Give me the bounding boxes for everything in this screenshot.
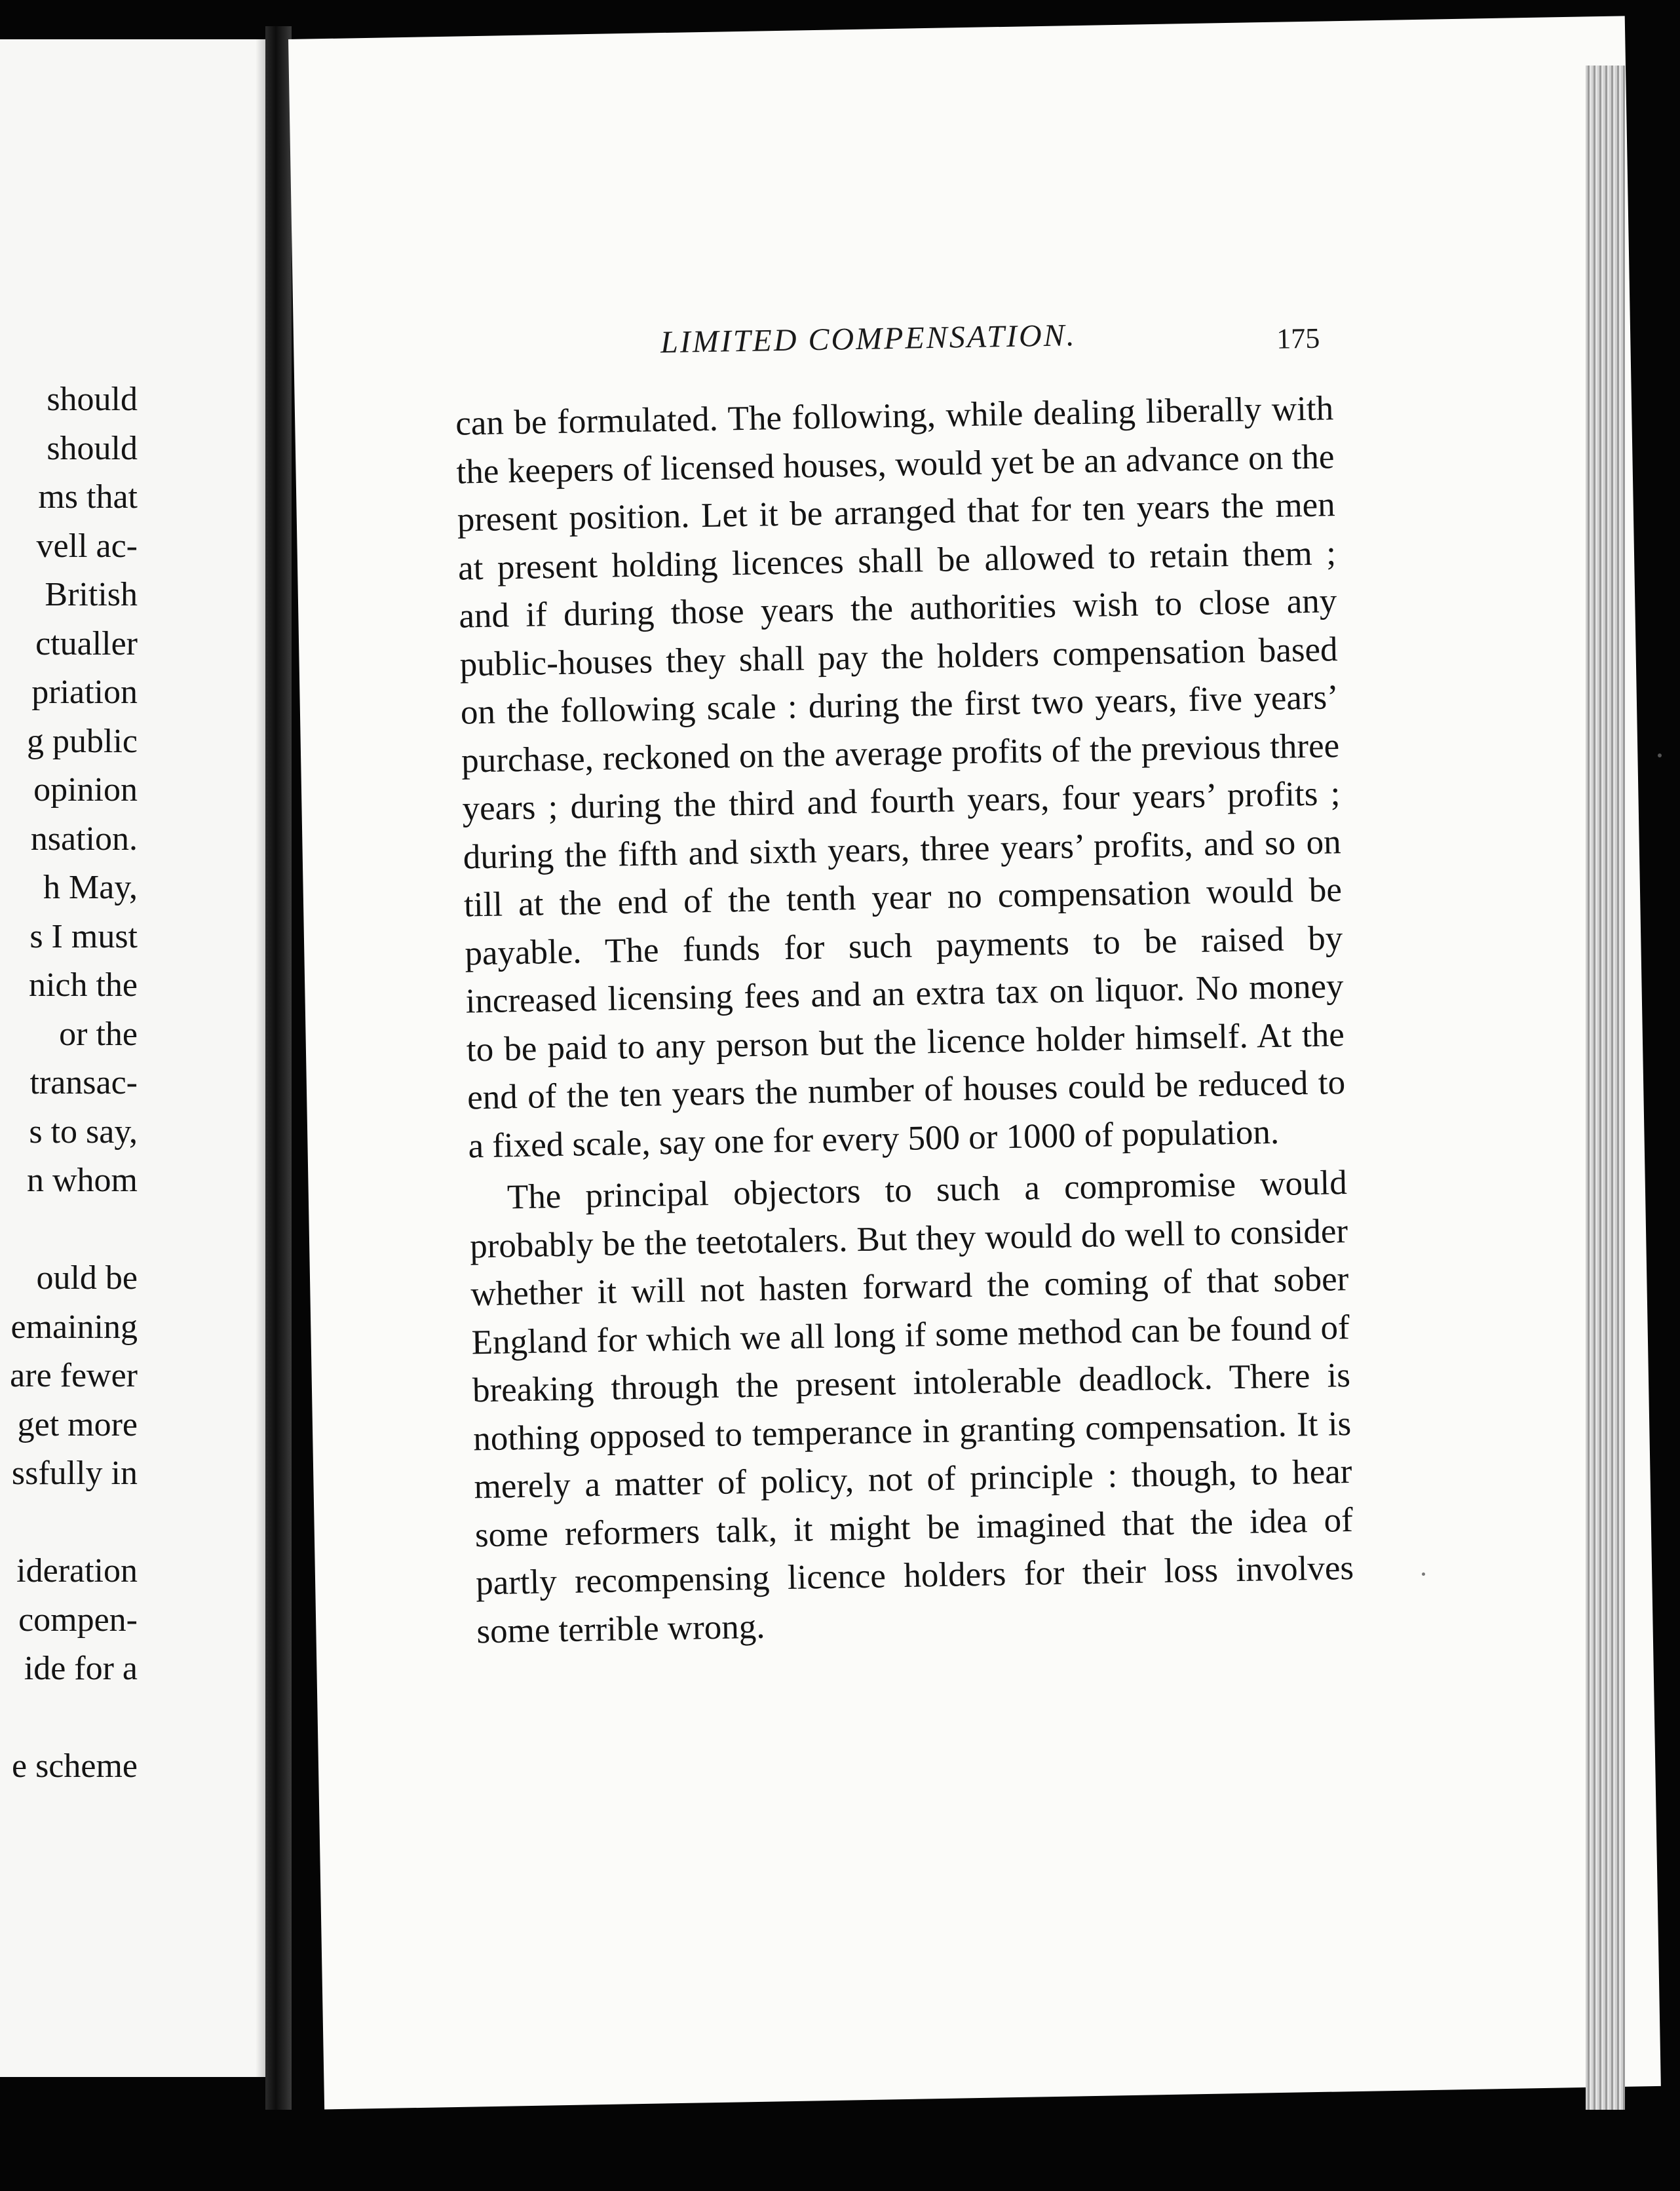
left-page-line: ctualler — [35, 624, 138, 662]
page-number: 175 — [1276, 322, 1320, 355]
left-page-line: g public — [27, 722, 138, 760]
left-page-line: opinion — [33, 771, 138, 809]
left-page-line: vell ac- — [36, 527, 138, 565]
left-page-line: s I must — [29, 917, 138, 955]
book-gutter — [265, 26, 292, 2110]
left-page — [0, 39, 275, 2077]
left-page-line: s to say, — [29, 1113, 138, 1151]
right-page — [288, 16, 1661, 2109]
left-page-line: h May, — [43, 869, 138, 906]
left-page-line: transac- — [29, 1064, 138, 1101]
left-page-line: ide for a — [24, 1650, 138, 1687]
page-edges — [1586, 66, 1625, 2110]
paragraph-1: can be formulated. The following, while dealing liberally with the keepers of licensed houses, would yet be an advance on the present position. Let it be arranged that for ten years the men at present holding licences shall be allowed to retain them ; and if during those years the authorities wish to close any public-houses they shall pay the holders compensation based on the following scale : during the first two years, five years’ purchase, reckoned on the average profits of the previous three years ; during the third and fourth years, four years’ profits ; during the fifth and sixth years, three years’ profits, and so on till at the end of the tenth year no compensation would be payable. The funds for such payments to be raised by increased licensing fees and an extra tax on liquor. No money to be paid to any person but the licence holder himself. At the end of the ten years the number of houses could be reduced to a fixed scale, say one for every 500 or 1000 of population. — [455, 389, 1346, 1165]
dust-speck — [1658, 753, 1662, 757]
left-page-line: ssfully in — [11, 1455, 138, 1492]
left-page-line: or the — [59, 1015, 138, 1053]
left-page-line: ould be — [36, 1259, 138, 1297]
left-page-line: priation — [31, 674, 138, 711]
left-page-line: ms that — [38, 478, 138, 516]
paragraph-2: The principal objectors to such a compromise would probably be the teetotalers. But they would do well to consider whether it will not hasten forward the coming of that sober England for which we all long if some method can be found of breaking through the present intolerable deadlock. There is nothing opposed to temperance in granting compensation. It is merely a matter of policy, not of principle : though, to hear some reformers talk, it might be imagined that the idea of partly recompensing licence holders for their loss involves some terrible wrong. — [469, 1164, 1354, 1650]
left-page-line: nich the — [28, 966, 138, 1004]
left-page-line: nsation. — [30, 820, 138, 858]
left-page-line: should — [47, 381, 138, 418]
left-page-line: British — [45, 576, 138, 613]
left-page-line: e scheme — [11, 1747, 138, 1785]
left-page-line: compen- — [18, 1601, 138, 1639]
left-page-line: n whom — [27, 1162, 138, 1199]
left-page-line: are fewer — [10, 1357, 138, 1394]
body-text — [455, 385, 1355, 1656]
dust-speck — [1422, 1572, 1425, 1576]
left-page-line: ideration — [16, 1552, 138, 1590]
left-page-line: emaining — [10, 1308, 138, 1346]
running-header: LIMITED COMPENSATION. — [660, 318, 1077, 360]
left-page-line: get more — [17, 1405, 138, 1443]
left-page-line: should — [47, 429, 138, 467]
